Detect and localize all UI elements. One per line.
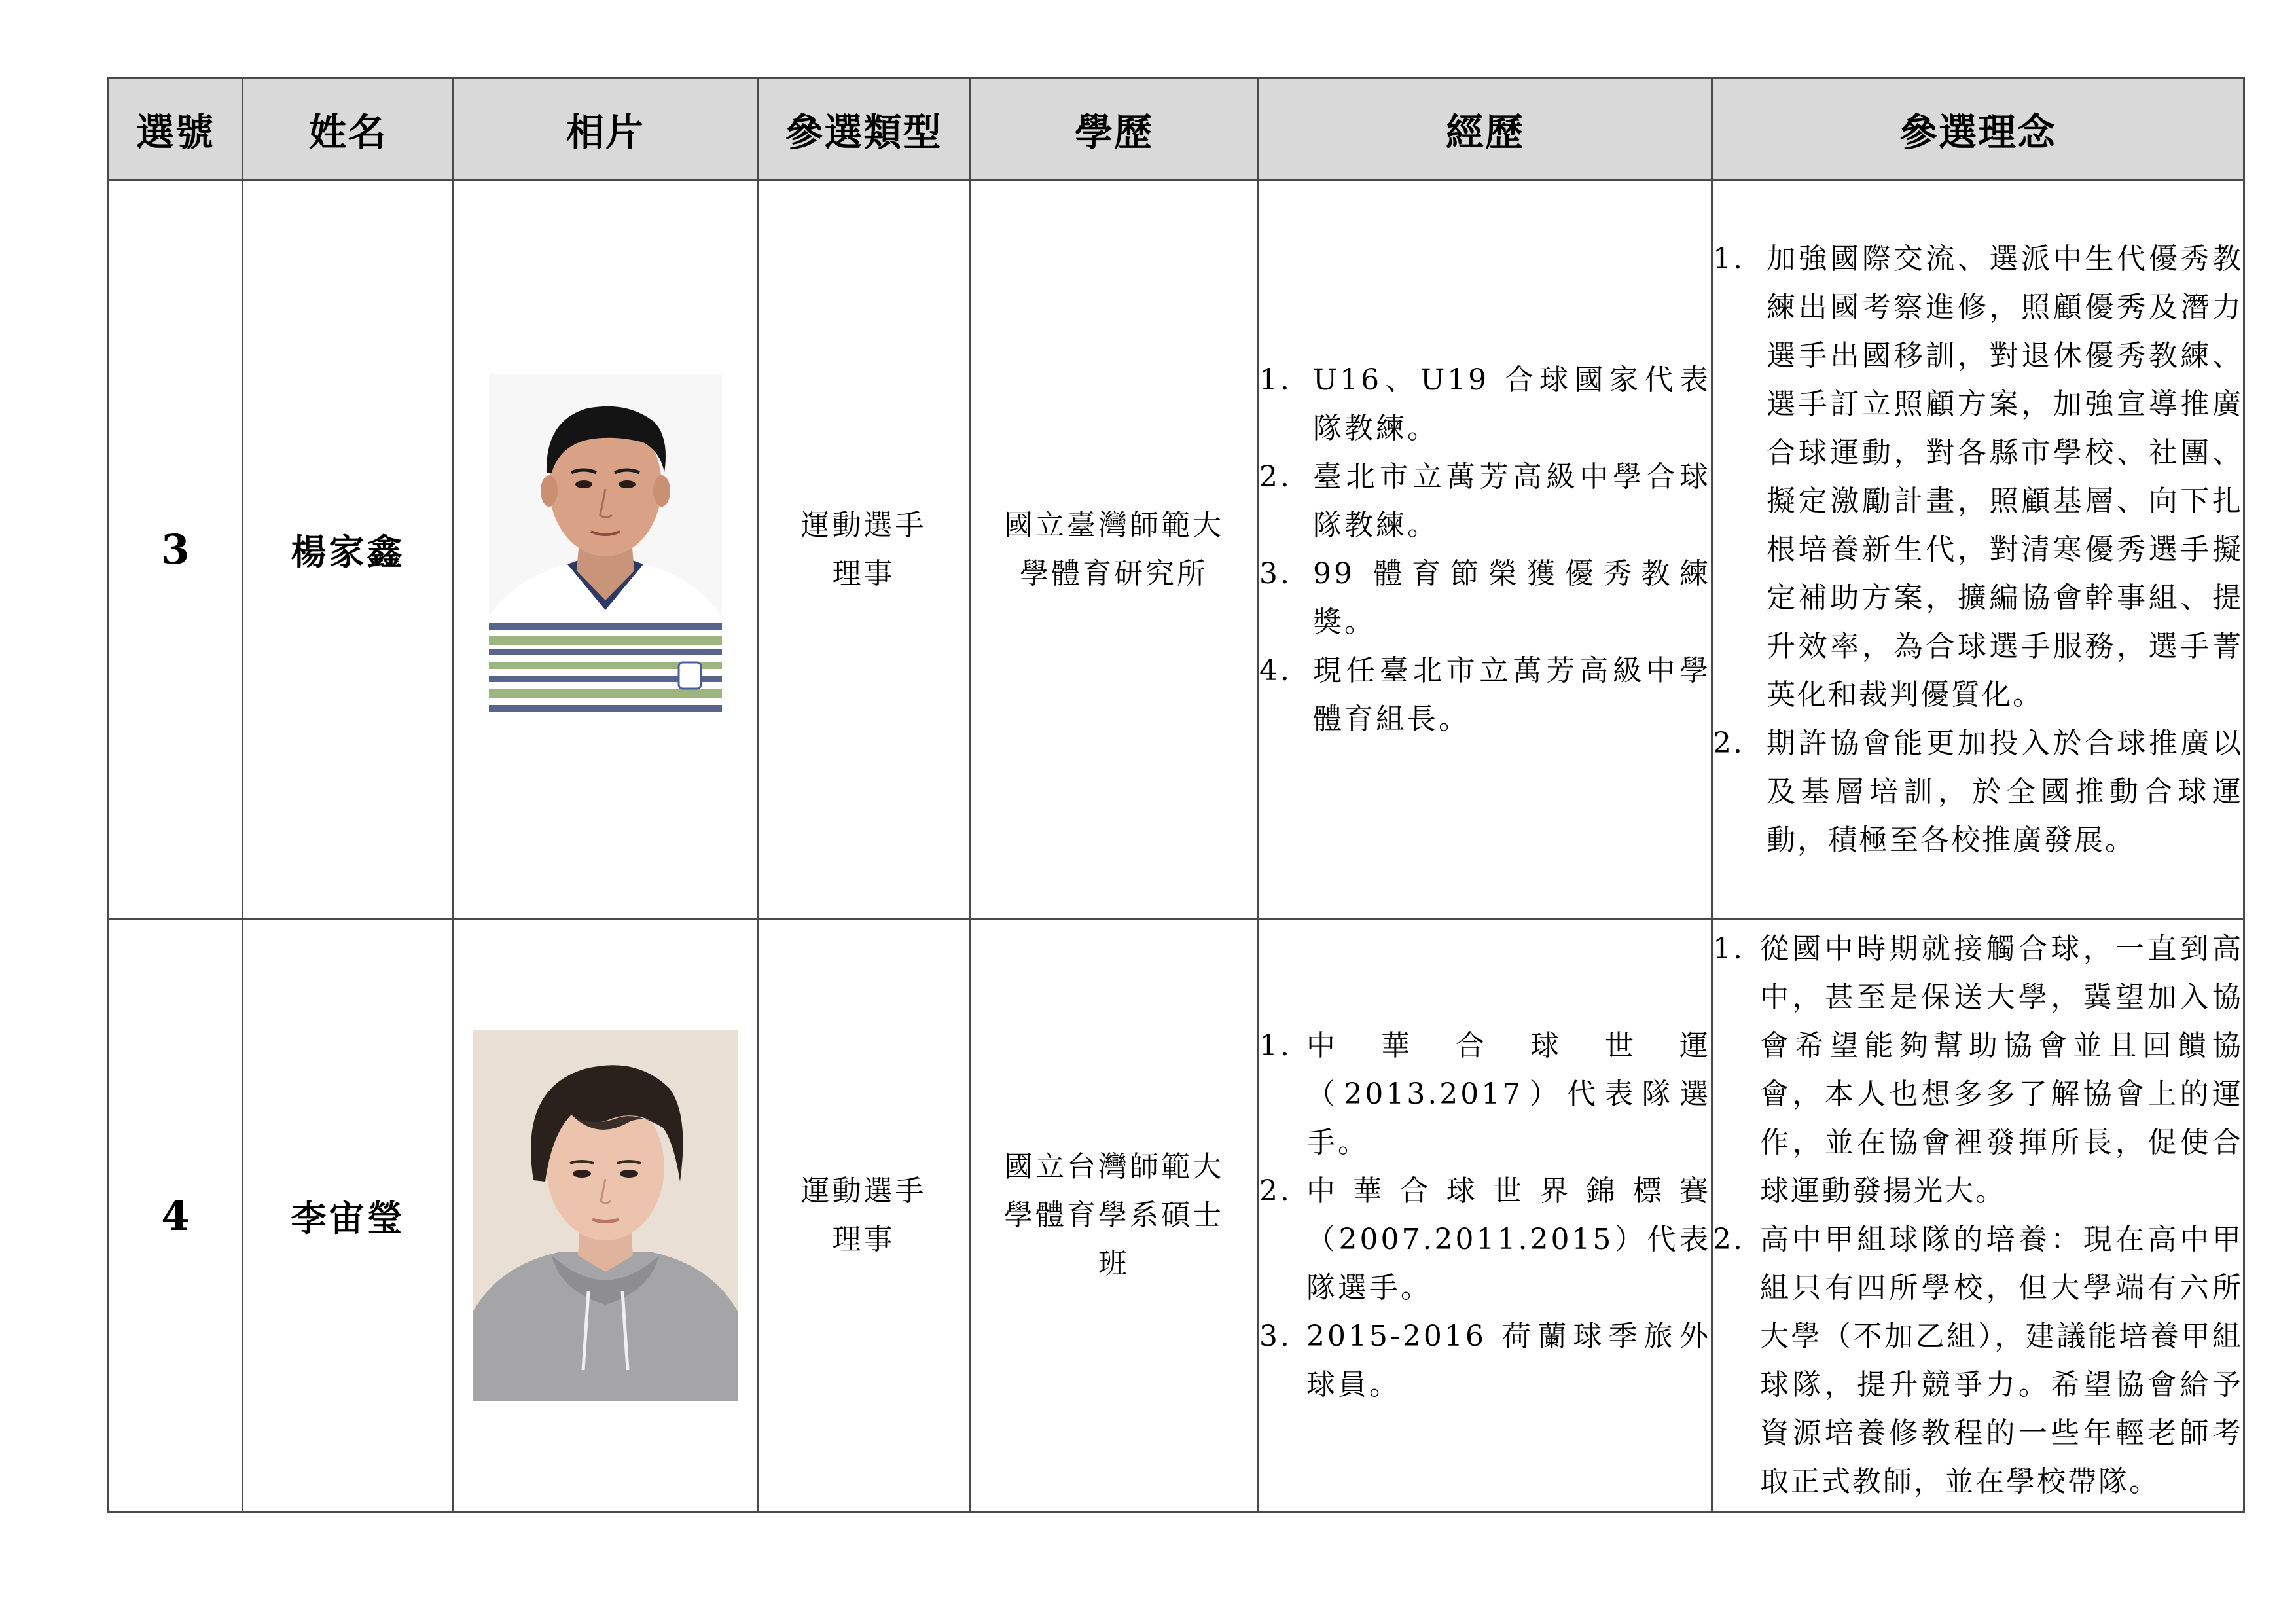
list-item: [1259, 647, 1711, 744]
list-text: 2015-2016 荷蘭球季旅外球員。: [1306, 1320, 1711, 1401]
education-line: 國立臺灣師範大: [1004, 508, 1224, 542]
candidate-concept: [1712, 920, 2244, 1512]
education-line: 國立台灣師範大: [1004, 1150, 1224, 1183]
list-marker: 1.: [1713, 242, 1744, 276]
education-line: 學體育學系碩士: [1004, 1199, 1224, 1232]
list-item: [1713, 719, 2243, 865]
list-item: [1259, 550, 1711, 647]
header-name: 姓名: [243, 79, 454, 180]
list-marker: 2.: [1713, 726, 1744, 760]
list-marker: 1.: [1259, 363, 1292, 397]
list-marker: 1.: [1713, 932, 1744, 965]
header-number: 選號: [109, 79, 243, 180]
list-marker: 3.: [1259, 1320, 1292, 1353]
list-item: [1713, 235, 2243, 719]
header-education: 學歷: [970, 79, 1259, 180]
candidate-number: 4: [109, 920, 243, 1512]
list-text: 臺北市立萬芳高級中學合球隊教練。: [1313, 460, 1711, 542]
list-item: [1259, 1022, 1711, 1167]
header-photo: 相片: [454, 79, 758, 180]
type-line: 運動選手: [800, 1174, 927, 1208]
table-row: [109, 920, 2244, 1512]
list-item: [1713, 1216, 2243, 1506]
table-row: [109, 180, 2244, 920]
experience-list: [1259, 356, 1711, 744]
list-text: U16、U19 合球國家代表隊教練。: [1313, 363, 1711, 445]
list-text: 現任臺北市立萬芳高級中學體育組長。: [1313, 653, 1711, 736]
candidate-type: [758, 920, 970, 1512]
experience-list: [1259, 1022, 1711, 1409]
list-text: 中華合球世界錦標賽（2007.2011.2015）代表隊選手。: [1306, 1174, 1711, 1305]
list-marker: 2.: [1259, 1174, 1292, 1208]
candidate-name: 李宙瑩: [243, 920, 454, 1512]
education-line: 學體育研究所: [1020, 556, 1208, 590]
candidate-education: [970, 180, 1259, 920]
header-row: [109, 79, 2244, 180]
candidates-table: [107, 77, 2245, 1513]
candidate-number: 3: [109, 180, 243, 920]
type-line: 理事: [832, 556, 895, 590]
concept-list: [1713, 235, 2243, 865]
header-experience: 經歷: [1259, 79, 1712, 180]
list-text: 從國中時期就接觸合球，一直到高中，甚至是保送大學，冀望加入協會希望能夠幫助協會並且回饋協會，本人也想多多了解協會上的運作，並在協會裡發揮所長，促使合球運動發揚光大。: [1760, 932, 2243, 1208]
candidate-education: [970, 920, 1259, 1512]
list-text: 加強國際交流、選派中生代優秀教練出國考察進修，照顧優秀及潛力選手出國移訓，對退休優秀教練、選手訂立照顧方案，加強宣導推廣合球運動，對各縣市學校、社團、擬定激勵計畫，照顧基層、向下扎根培養新生代，對清寒優秀選手擬定補助方案，擴編協會幹事組、提升效率，為合球選手服務，選手菁英化和裁判優質化。: [1767, 242, 2243, 712]
list-marker: 1.: [1259, 1029, 1292, 1062]
candidate-photo-cell: [454, 180, 758, 920]
list-item: [1259, 1312, 1711, 1409]
header-concept: 參選理念: [1712, 79, 2244, 180]
list-item: [1259, 356, 1711, 453]
list-marker: 3.: [1259, 556, 1292, 590]
list-text: 高中甲組球隊的培養：現在高中甲組只有四所學校，但大學端有六所大學（不加乙組），建議能培養甲組球隊，提升競爭力。希望協會給予資源培養修教程的一些年輕老師考取正式教師，並在學校帶隊。: [1760, 1223, 2243, 1498]
candidate-experience: [1259, 180, 1712, 920]
type-line: 運動選手: [800, 508, 927, 542]
candidate-concept: [1712, 180, 2244, 920]
list-text: 中華合球世運（2013.2017）代表隊選手。: [1306, 1029, 1711, 1159]
list-marker: 2.: [1713, 1223, 1744, 1256]
list-marker: 4.: [1259, 653, 1292, 687]
list-text: 99 體育節榮獲優秀教練獎。: [1313, 556, 1711, 639]
candidate-photo: [473, 1030, 738, 1401]
list-item: [1259, 453, 1711, 550]
candidate-experience: [1259, 920, 1712, 1512]
education-line: 班: [1098, 1247, 1130, 1280]
candidate-photo: [489, 374, 722, 725]
header-type: 參選類型: [758, 79, 970, 180]
list-item: [1259, 1167, 1711, 1312]
list-item: [1713, 925, 2243, 1216]
candidate-photo-cell: [454, 920, 758, 1512]
concept-list: [1713, 925, 2243, 1506]
list-text: 期許協會能更加投入於合球推廣以及基層培訓，於全國推動合球運動，積極至各校推廣發展。: [1767, 726, 2243, 857]
candidate-type: [758, 180, 970, 920]
list-marker: 2.: [1259, 460, 1292, 494]
type-line: 理事: [832, 1223, 895, 1256]
candidate-name: 楊家鑫: [243, 180, 454, 920]
